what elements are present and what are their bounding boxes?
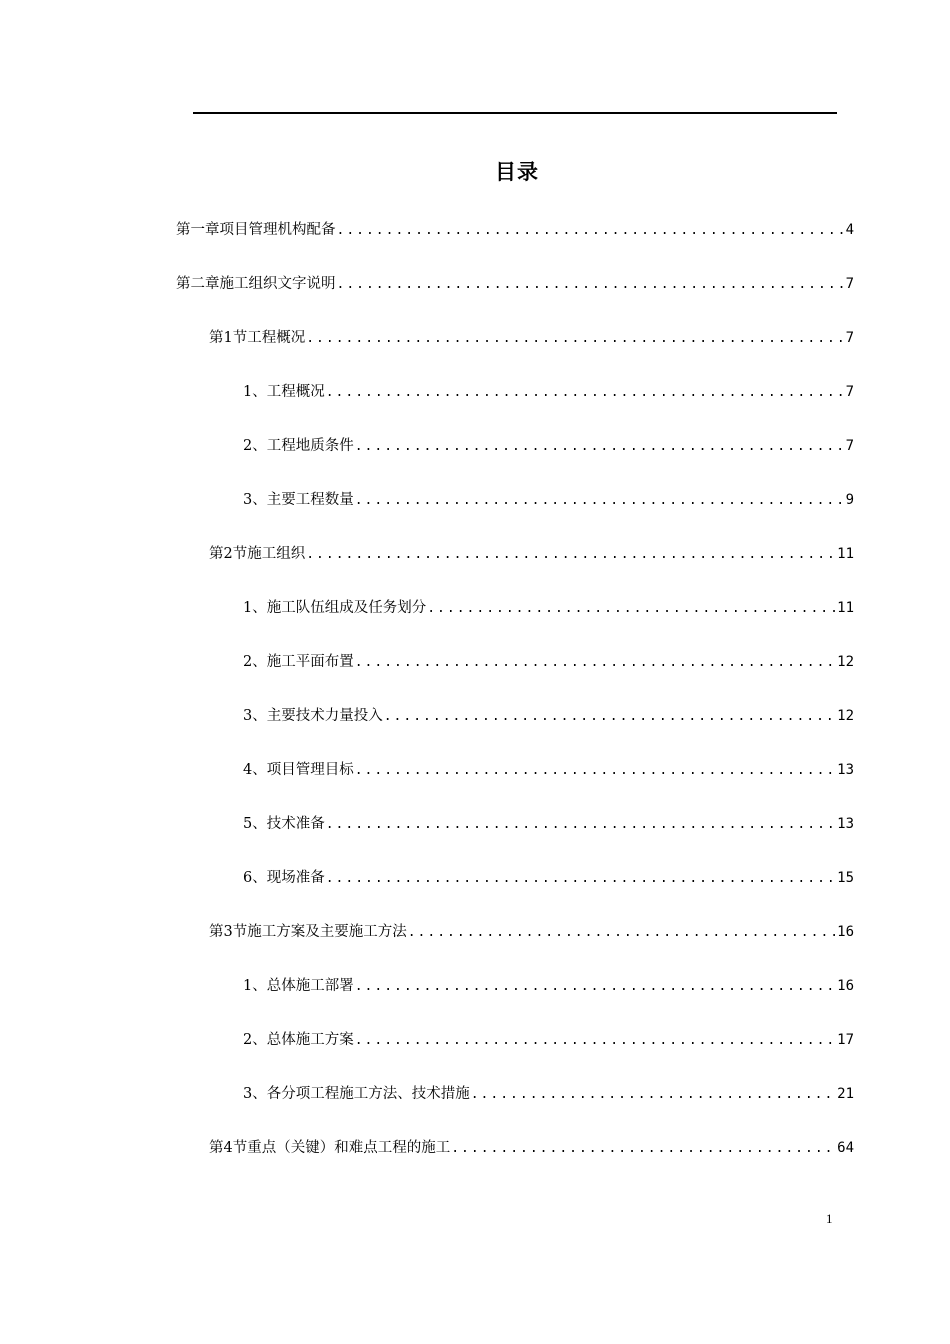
toc-entry-page: 64 (837, 1140, 854, 1156)
toc-entry-number: 2、 (243, 1032, 267, 1048)
toc-entry-text: 重点（关键）和难点工程的施工 (247, 1140, 451, 1156)
toc-entry[interactable] (209, 328, 854, 348)
toc-dot-leader (355, 977, 835, 997)
toc-entry-text: 主要工程数量 (266, 492, 354, 508)
toc-dot-leader (355, 1031, 835, 1051)
toc-entry-number: 2、 (243, 438, 267, 454)
toc-dot-leader (326, 869, 835, 889)
toc-entry-number: 1、 (243, 600, 267, 616)
toc-title: 目录 (495, 159, 539, 184)
page-number: 1 (826, 1211, 833, 1226)
toc-entry[interactable] (176, 274, 854, 294)
toc-dot-leader (451, 1139, 835, 1159)
toc-entry-page: 12 (837, 708, 854, 724)
toc-entry-number: 3、 (243, 492, 267, 508)
toc-entry-text: 项目管理机构配备 (219, 222, 336, 238)
toc-dot-leader (355, 761, 835, 781)
toc-entry-number: 5、 (243, 816, 267, 832)
toc-dot-leader (306, 329, 843, 349)
toc-entry[interactable] (243, 436, 854, 456)
toc-entry-number: 4、 (243, 762, 267, 778)
toc-entry-number: 2、 (243, 654, 267, 670)
toc-entry-text: 各分项工程施工方法、技术措施 (266, 1086, 470, 1102)
toc-entry-text: 技术准备 (266, 816, 325, 832)
toc-entry-page: 13 (837, 762, 854, 778)
toc-entry[interactable] (209, 922, 854, 942)
toc-dot-leader (355, 437, 844, 457)
toc-entry-text: 主要技术力量投入 (266, 708, 383, 724)
toc-entry-text: 施工组织文字说明 (219, 276, 336, 292)
toc-entry-page: 15 (837, 870, 854, 886)
toc-entry-text: 工程概况 (266, 384, 325, 400)
toc-entry-number: 1、 (243, 384, 267, 400)
toc-entry-page: 16 (837, 978, 854, 994)
toc-entry[interactable] (243, 382, 854, 402)
toc-entry-page: 12 (837, 654, 854, 670)
toc-entry-page: 11 (837, 600, 854, 616)
toc-entry[interactable] (243, 706, 854, 726)
toc-entry-number: 第一章 (176, 222, 220, 238)
toc-entry[interactable] (209, 1138, 854, 1158)
toc-entry[interactable] (243, 976, 854, 996)
toc-entry-text: 总体施工部署 (266, 978, 354, 994)
toc-entry[interactable] (243, 814, 854, 834)
toc-entry-number: 3、 (243, 1086, 267, 1102)
toc-entry-number: 第1节 (209, 330, 248, 346)
toc-entry-page: 11 (837, 546, 854, 562)
toc-dot-leader (337, 275, 844, 295)
toc-entry-page: 17 (837, 1032, 854, 1048)
toc-entry-number: 第二章 (176, 276, 220, 292)
toc-entry-page: 7 (845, 384, 854, 400)
toc-entry[interactable] (176, 220, 854, 240)
toc-entry-text: 施工方案及主要施工方法 (247, 924, 407, 940)
toc-entry-number: 1、 (243, 978, 267, 994)
toc-dot-leader (471, 1085, 835, 1105)
toc-entry[interactable] (243, 1084, 854, 1104)
toc-dot-leader (326, 815, 835, 835)
toc-entry-number: 6、 (243, 870, 267, 886)
toc-entry-page: 7 (845, 438, 854, 454)
toc-entry-text: 现场准备 (266, 870, 325, 886)
toc-dot-leader (427, 599, 835, 619)
toc-entry-number: 第4节 (209, 1140, 248, 1156)
toc-dot-leader (355, 491, 844, 511)
toc-entry-text: 总体施工方案 (266, 1032, 354, 1048)
toc-dot-leader (384, 707, 835, 727)
toc-entry[interactable] (209, 544, 854, 564)
toc-dot-leader (355, 653, 835, 673)
toc-dot-leader (306, 545, 835, 565)
toc-entry[interactable] (243, 868, 854, 888)
toc-entry-page: 7 (845, 276, 854, 292)
toc-entry-text: 工程概况 (247, 330, 306, 346)
toc-entry-text: 施工队伍组成及任务划分 (266, 600, 427, 616)
toc-entry-number: 第3节 (209, 924, 248, 940)
toc-entry[interactable] (243, 652, 854, 672)
toc-entry-number: 3、 (243, 708, 267, 724)
toc-entry-text: 项目管理目标 (266, 762, 354, 778)
toc-entry-page: 9 (845, 492, 854, 508)
toc-entry[interactable] (243, 598, 854, 618)
toc-entry-page: 16 (837, 924, 854, 940)
toc-dot-leader (326, 383, 844, 403)
toc-entry-number: 第2节 (209, 546, 248, 562)
toc-entry-page: 7 (845, 330, 854, 346)
toc-entry-page: 4 (845, 222, 854, 238)
toc-entry-text: 工程地质条件 (266, 438, 354, 454)
toc-dot-leader (337, 221, 844, 241)
toc-entry-text: 施工平面布置 (266, 654, 354, 670)
toc-entry[interactable] (243, 760, 854, 780)
toc-entry[interactable] (243, 490, 854, 510)
toc-entry[interactable] (243, 1030, 854, 1050)
toc-entry-text: 施工组织 (247, 546, 306, 562)
toc-entry-page: 21 (837, 1086, 854, 1102)
toc-dot-leader (408, 923, 835, 943)
toc-entry-page: 13 (837, 816, 854, 832)
